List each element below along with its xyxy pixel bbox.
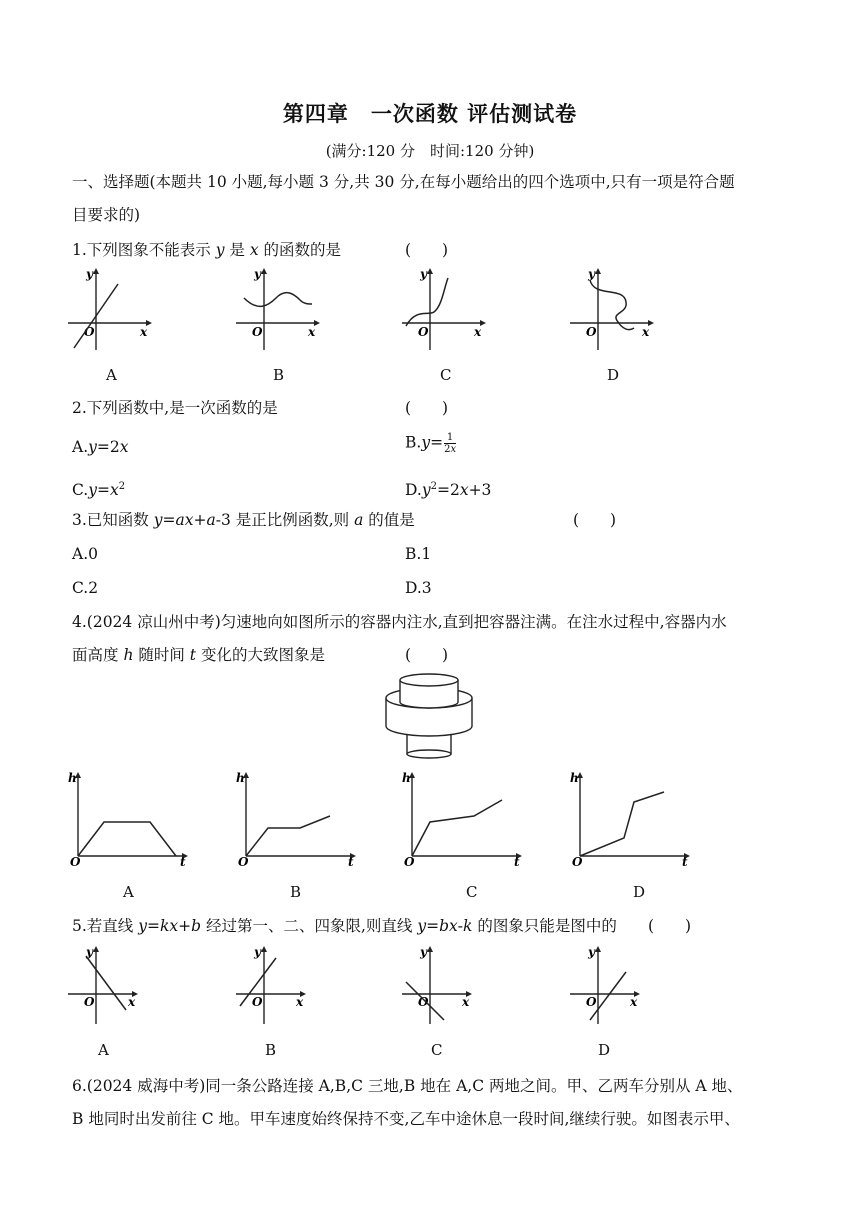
q1-graph-b <box>236 268 326 354</box>
svg-text:y: y <box>420 945 427 959</box>
question-1-stem: 1.下列图象不能表示 y 是 x 的函数的是 <box>72 241 342 259</box>
svg-text:O: O <box>418 325 429 339</box>
q3-option-c[interactable]: C.2 <box>72 579 99 597</box>
container-figure <box>384 672 476 762</box>
q4-label-b: B <box>290 883 302 901</box>
question-5-stem: 5.若直线 y=kx+b 经过第一、二、四象限,则直线 y=bx-k 的图象只能是图中的 <box>72 917 617 935</box>
svg-text:O: O <box>84 325 95 339</box>
svg-text:O: O <box>418 995 429 1009</box>
svg-text:y: y <box>588 945 595 959</box>
q5-graph-a <box>68 946 158 1026</box>
svg-text:x: x <box>308 325 316 339</box>
q1-label-a: A <box>106 366 117 384</box>
q4-label-c: C <box>466 883 478 901</box>
page-title: 第四章 一次函数 评估测试卷 <box>282 102 578 126</box>
svg-text:y: y <box>86 945 93 959</box>
svg-text:x: x <box>642 325 650 339</box>
q4-label-d: D <box>633 883 646 901</box>
question-2-stem: 2.下列函数中,是一次函数的是 <box>72 399 278 417</box>
svg-text:x: x <box>140 325 148 339</box>
q5-label-c: C <box>431 1041 443 1059</box>
question-3-stem: 3.已知函数 y=ax+a-3 是正比例函数,则 a 的值是 <box>72 511 415 529</box>
svg-text:x: x <box>630 995 638 1009</box>
exam-info: (满分:120 分 时间:120 分钟) <box>325 142 535 160</box>
svg-text:h: h <box>570 771 579 785</box>
q2-option-b[interactable]: B.y= $\frac{1}{2x}$ <box>405 432 457 455</box>
q4-graph-b <box>236 770 358 869</box>
q5-label-a: A <box>98 1041 109 1059</box>
svg-text:t: t <box>180 855 186 869</box>
svg-text:O: O <box>586 325 597 339</box>
svg-text:O: O <box>84 995 95 1009</box>
q5-graph-b <box>236 946 326 1026</box>
q5-label-b: B <box>265 1041 277 1059</box>
svg-text:y: y <box>588 267 595 281</box>
q1-label-d: D <box>607 366 620 384</box>
svg-text:h: h <box>236 771 245 785</box>
question-1-answer-blank[interactable]: ( ) <box>405 241 449 259</box>
q2-option-d[interactable]: $D.y^2=2x+3$ <box>405 481 492 500</box>
question-6-line1: 6.(2024 威海中考)同一条公路连接 A,B,C 三地,B 地在 A,C 两地之间。甲、乙两车分别从 A 地、 <box>72 1077 743 1095</box>
svg-text:x: x <box>462 995 470 1009</box>
section-instruction-line1: 一、选择题(本题共 10 小题,每小题 3 分,共 30 分,在每小题给出的四个选项中,只有一项是符合题 <box>72 173 735 191</box>
q4-graph-d <box>570 770 692 869</box>
svg-text:x: x <box>296 995 304 1009</box>
svg-text:y: y <box>254 945 261 959</box>
svg-text:O: O <box>252 325 263 339</box>
svg-text:O: O <box>586 995 597 1009</box>
svg-text:h: h <box>402 771 411 785</box>
question-3-answer-blank[interactable]: ( ) <box>573 511 617 529</box>
svg-text:O: O <box>238 855 249 869</box>
q4-label-a: A <box>123 883 134 901</box>
svg-text:O: O <box>404 855 415 869</box>
svg-text:O: O <box>252 995 263 1009</box>
svg-text:O: O <box>572 855 583 869</box>
svg-text:x: x <box>474 325 482 339</box>
q3-option-a[interactable]: A.0 <box>72 545 98 563</box>
q5-graph-c <box>402 946 492 1026</box>
q4-graph-a <box>68 770 190 869</box>
svg-text:y: y <box>254 267 261 281</box>
question-5-answer-blank[interactable]: ( ) <box>648 917 692 935</box>
question-4-line1: 4.(2024 凉山州中考)匀速地向如图所示的容器内注水,直到把容器注满。在注水过程中,容器内水 <box>72 613 727 631</box>
svg-text:y: y <box>86 267 93 281</box>
question-2-answer-blank[interactable]: ( ) <box>405 399 449 417</box>
q3-option-d[interactable]: D.3 <box>405 579 432 597</box>
section-instruction-line2: 目要求的) <box>72 206 141 224</box>
svg-text:O: O <box>70 855 81 869</box>
question-4-line2: 面高度 h 随时间 t 变化的大致图象是 <box>72 646 325 664</box>
q3-option-b[interactable]: B.1 <box>405 545 432 563</box>
q1-label-c: C <box>440 366 452 384</box>
svg-text:t: t <box>514 855 520 869</box>
q1-graph-d <box>570 268 660 354</box>
q1-graph-a <box>68 268 158 354</box>
q2-option-c[interactable]: $C.y=x^2$ <box>72 481 126 500</box>
q5-graph-d <box>570 946 660 1026</box>
q5-label-d: D <box>598 1041 611 1059</box>
svg-text:x: x <box>128 995 136 1009</box>
q2-option-a[interactable]: A.y=2x <box>72 438 129 456</box>
q1-label-b: B <box>273 366 285 384</box>
svg-text:t: t <box>348 855 354 869</box>
question-4-answer-blank[interactable]: ( ) <box>405 646 449 664</box>
svg-text:y: y <box>420 267 427 281</box>
svg-text:h: h <box>68 771 77 785</box>
svg-text:t: t <box>682 855 688 869</box>
question-6-line2: B 地同时出发前往 C 地。甲车速度始终保持不变,乙车中途休息一段时间,继续行驶。如图表示甲、 <box>72 1110 740 1128</box>
q4-graph-c <box>402 770 524 869</box>
q1-graph-c <box>402 268 492 354</box>
